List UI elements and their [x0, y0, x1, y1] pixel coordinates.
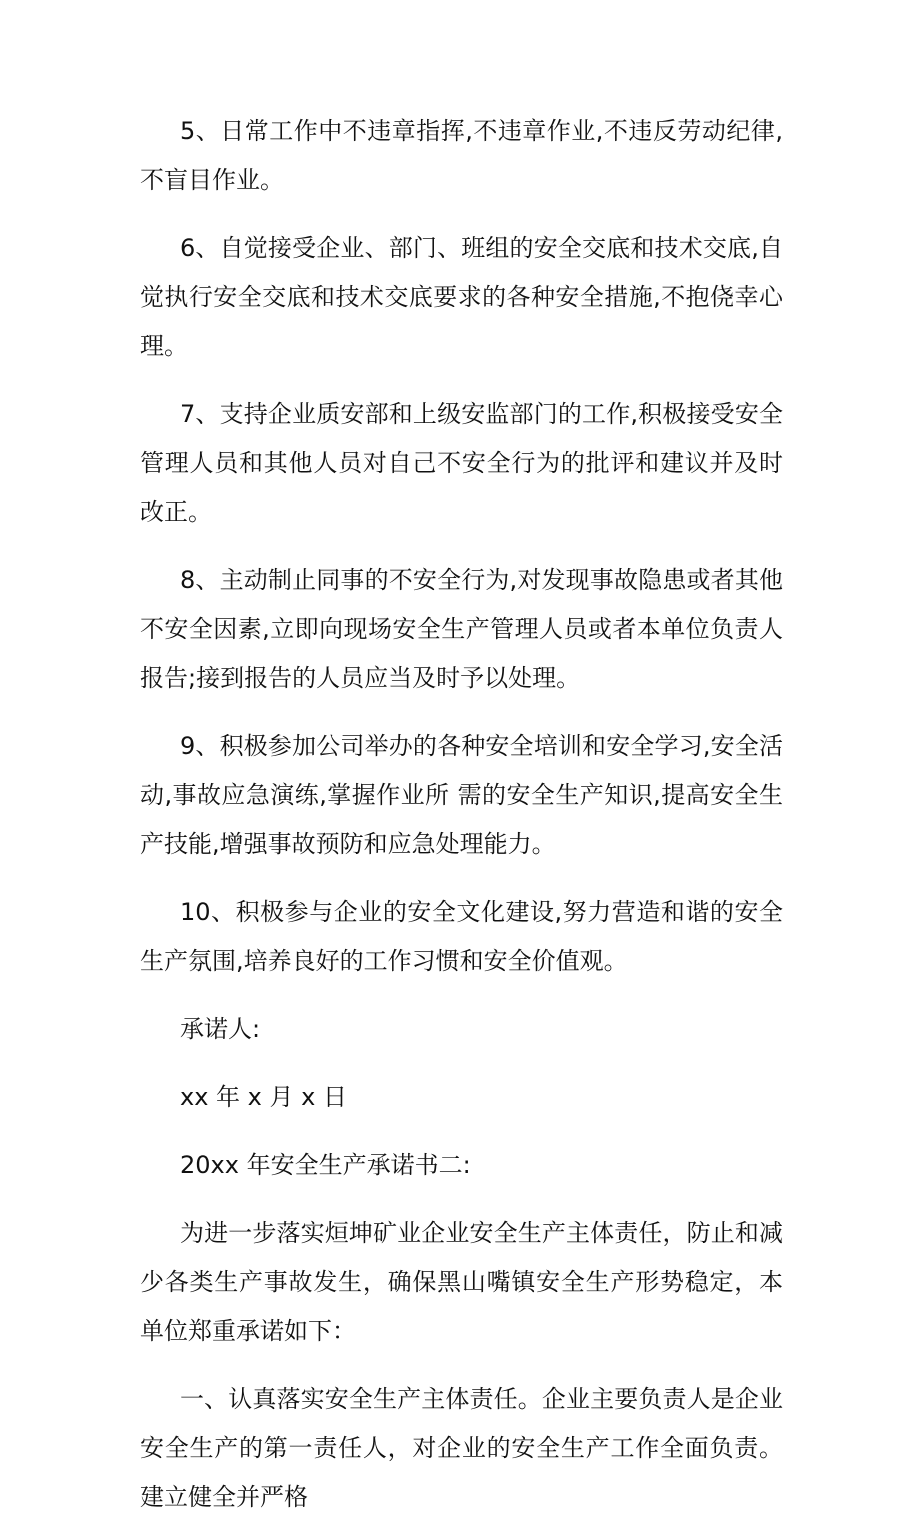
- date-line: xx 年 x 月 x 日: [180, 1083, 347, 1111]
- paragraph-item-10: 10、积极参与企业的安全文化建设,努力营造和谐的安全生产氛围,培养良好的工作习惯和安全价值观。: [140, 898, 783, 975]
- signatory-line: 承诺人:: [180, 1015, 261, 1043]
- intro-paragraph: 为进一步落实烜坤矿业企业安全生产主体责任，防止和减少各类生产事故发生，确保黑山嘴镇安全生产形势稳定，本单位郑重承诺如下：: [140, 1219, 783, 1345]
- paragraph-item-7: 7、支持企业质安部和上级安监部门的工作,积极接受安全管理人员和其他人员对自己不安全行为的批评和建议并及时改正。: [140, 400, 783, 526]
- clause-paragraph-1: 一、认真落实安全生产主体责任。企业主要负责人是企业安全生产的第一责任人，对企业的安全生产工作全面负责。建立健全并严格: [140, 1385, 783, 1511]
- paragraph-item-8: 8、主动制止同事的不安全行为,对发现事故隐患或者其他不安全因素,立即向现场安全生产管理人员或者本单位负责人报告;接到报告的人员应当及时予以处理。: [140, 566, 783, 692]
- paragraph-item-9: 9、积极参加公司举办的各种安全培训和安全学习,安全活动,事故应急演练,掌握作业所 需的安全生产知识,提高安全生产技能,增强事故预防和应急处理能力。: [140, 732, 783, 858]
- section-heading: 20xx 年安全生产承诺书二:: [180, 1151, 471, 1179]
- paragraph-item-5: 5、日常工作中不违章指挥,不违章作业,不违反劳动纪律,不盲目作业。: [140, 117, 783, 194]
- paragraph-item-6: 6、自觉接受企业、部门、班组的安全交底和技术交底,自觉执行安全交底和技术交底要求的各种安全措施,不抱侥幸心理。: [140, 234, 783, 360]
